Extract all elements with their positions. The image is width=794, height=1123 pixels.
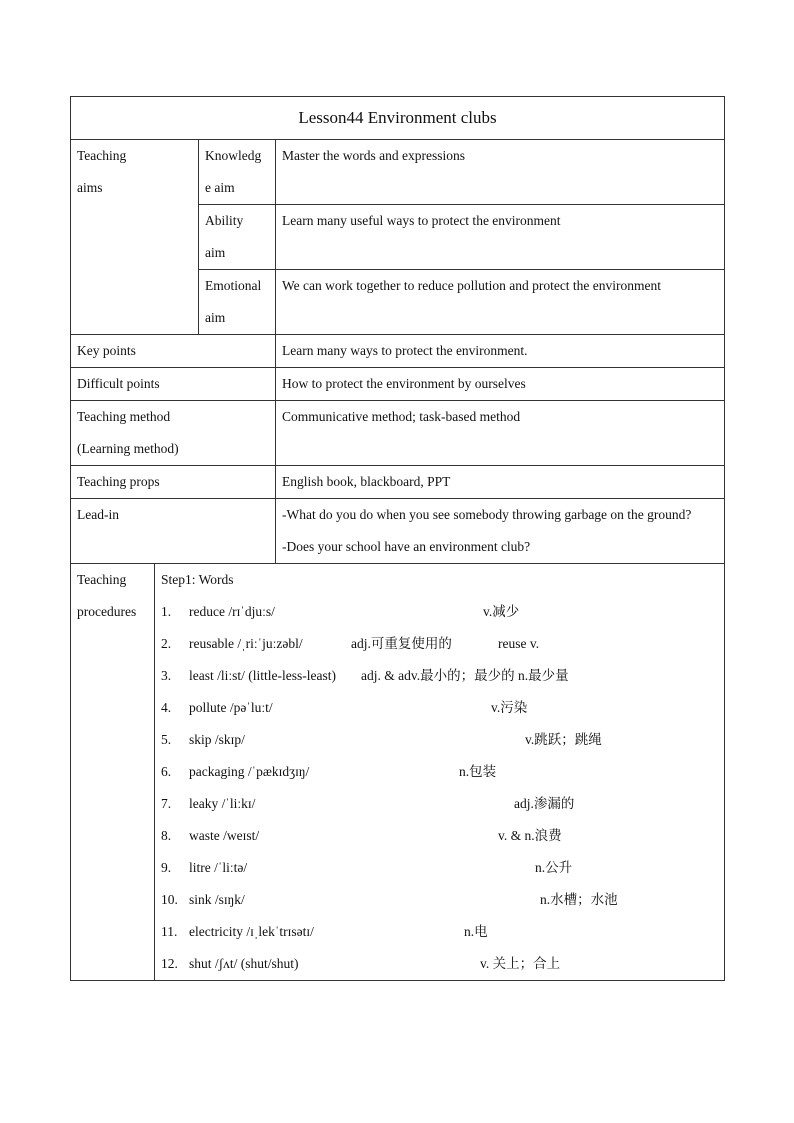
- teaching-props-text: English book, blackboard, PPT: [276, 466, 725, 499]
- word-item: 8. waste /weɪst/ v. & n.浪费: [161, 828, 562, 843]
- page-title: Lesson44 Environment clubs: [71, 97, 725, 140]
- word-item: 5. skip /skɪp/ v.跳跃；跳绳: [161, 732, 602, 747]
- key-points-label: Key points: [71, 335, 276, 368]
- knowledge-aim-text: Master the words and expressions: [276, 140, 725, 205]
- step-title: Step1: Words: [161, 572, 234, 587]
- procedures-content: [155, 564, 725, 981]
- difficult-points-text: How to protect the environment by ourselves: [276, 368, 725, 401]
- key-points-text: Learn many ways to protect the environment.: [276, 335, 725, 368]
- lead-in-text: -What do you do when you see somebody throwing garbage on the ground? -Does your school have an environment club?: [276, 499, 725, 564]
- teaching-aims-label: Teaching aims: [71, 140, 199, 335]
- lesson-plan: [70, 96, 724, 981]
- emotional-aim-text: We can work together to reduce pollution and protect the environment: [276, 270, 725, 335]
- word-item: 11. electricity /ɪˌlekˈtrɪsətɪ/ n.电: [161, 924, 488, 939]
- word-item: 1. reduce /rɪˈdjuːs/ v.减少: [161, 604, 520, 619]
- word-item: 10. sink /sɪŋk/ n.水槽；水池: [161, 892, 618, 907]
- word-item: 12. shut /ʃʌt/ (shut/shut) v. 关上；合上: [161, 956, 561, 971]
- procedures-label: Teaching procedures: [71, 564, 155, 981]
- word-item: 6. packaging /ˈpækɪdʒɪŋ/ n.包装: [161, 764, 497, 779]
- teaching-method-label: Teaching method (Learning method): [71, 401, 276, 466]
- difficult-points-label: Difficult points: [71, 368, 276, 401]
- word-item: 2. reusable /ˌriːˈjuːzəbl/ adj.可重复使用的 reuse v.: [161, 636, 540, 651]
- ability-aim-label: Ability aim: [199, 205, 276, 270]
- word-item: 9. litre /ˈliːtə/ n.公升: [161, 860, 573, 875]
- word-item: 7. leaky /ˈliːkɪ/ adj.渗漏的: [161, 796, 575, 811]
- knowledge-aim-label: Knowledg e aim: [199, 140, 276, 205]
- teaching-props-label: Teaching props: [71, 466, 276, 499]
- emotional-aim-label: Emotional aim: [199, 270, 276, 335]
- teaching-method-text: Communicative method; task-based method: [276, 401, 725, 466]
- lesson-plan-table: [70, 96, 725, 981]
- ability-aim-text: Learn many useful ways to protect the environment: [276, 205, 725, 270]
- lead-in-label: Lead-in: [71, 499, 276, 564]
- word-item: 3. least /liːst/ (little-less-least) adj. & adv.最小的；最少的 n.最少量: [161, 668, 569, 683]
- word-item: 4. pollute /pəˈluːt/ v.污染: [161, 700, 528, 715]
